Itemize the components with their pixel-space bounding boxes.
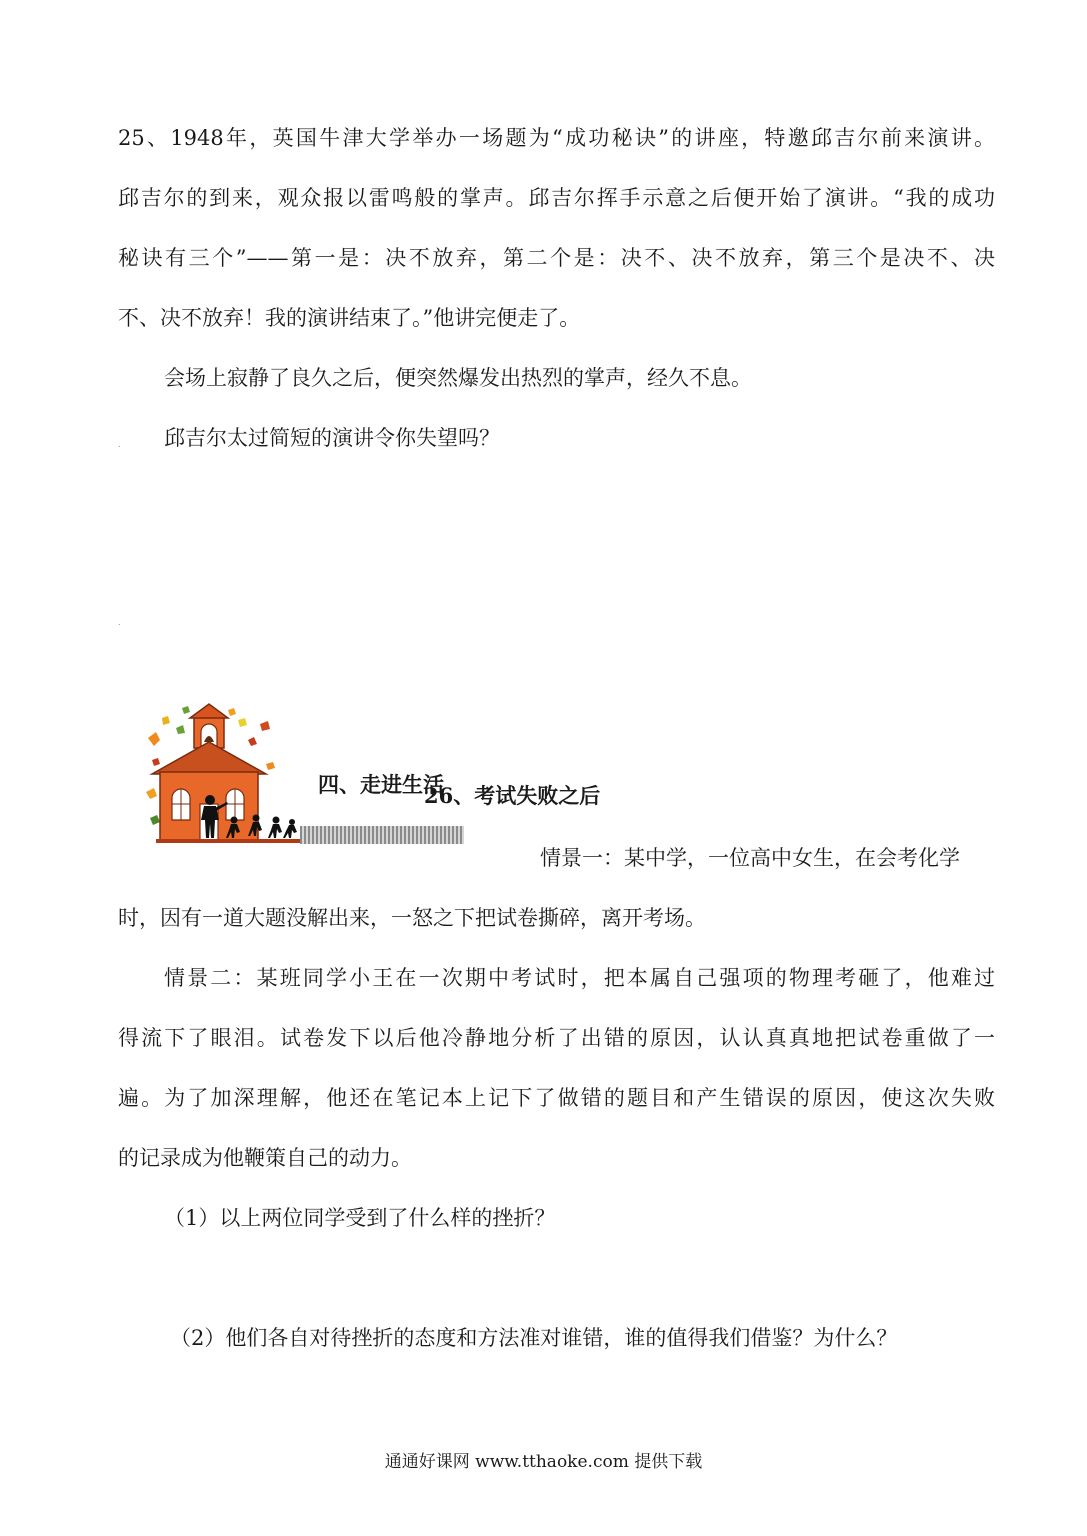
- q25-line-3: 秘诀有三个”——第一是：决不放弃，第二个是：决不、决不放弃，第三个是决不、决: [118, 246, 995, 270]
- footer: 通通好课网 www.tthaoke.com 提供下载: [384, 1452, 703, 1472]
- question-1: （1）以上两位同学受到了什么样的挫折？: [164, 1206, 556, 1230]
- scenario-2-line-4: 的记录成为他鞭策自己的动力。: [118, 1146, 412, 1170]
- section-heading: 四、走进生活: [318, 773, 444, 797]
- stray-dot: .: [118, 440, 121, 449]
- schoolhouse-illustration: [138, 700, 308, 850]
- scenario-2-line-3: 遍。为了加深理解，他还在笔记本上记下了做错的题目和产生错误的原因，使这次失败: [118, 1086, 995, 1110]
- scenario-2-line-1: 情景二：某班同学小王在一次期中考试时，把本属自己强项的物理考砸了，他难过: [164, 966, 995, 990]
- q25-paragraph-2: 会场上寂静了良久之后，便突然爆发出热烈的掌声，经久不息。: [164, 366, 752, 390]
- scenario-2-line-2: 得流下了眼泪。试卷发下以后他冷静地分析了出错的原因，认认真真地把试卷重做了一: [118, 1026, 995, 1050]
- scenario-1-line-1: 情景一：某中学，一位高中女生，在会考化学: [540, 846, 960, 870]
- q25-line-2: 邱吉尔的到来，观众报以雷鸣般的掌声。邱吉尔挥手示意之后便开始了演讲。“我的成功: [118, 186, 995, 210]
- q25-question: 邱吉尔太过简短的演讲令你失望吗？: [164, 426, 500, 450]
- question-2: （2）他们各自对待挫折的态度和方法准对谁错，谁的值得我们借鉴？为什么？: [170, 1326, 898, 1350]
- scenario-1-line-2: 时，因有一道大题没解出来，一怒之下把试卷撕碎，离开考场。: [118, 906, 706, 930]
- q25-line-1: 25、1948年，英国牛津大学举办一场题为“成功秘诀”的讲座，特邀邱吉尔前来演讲。: [118, 126, 995, 150]
- q26-title: 26、考试失败之后: [424, 783, 601, 808]
- decorative-bar: [300, 826, 464, 844]
- q25-line-4: 不、决不放弃！我的演讲结束了。”他讲完便走了。: [118, 306, 581, 330]
- q26-title-number: [424, 781, 600, 811]
- stray-dot: .: [118, 618, 121, 627]
